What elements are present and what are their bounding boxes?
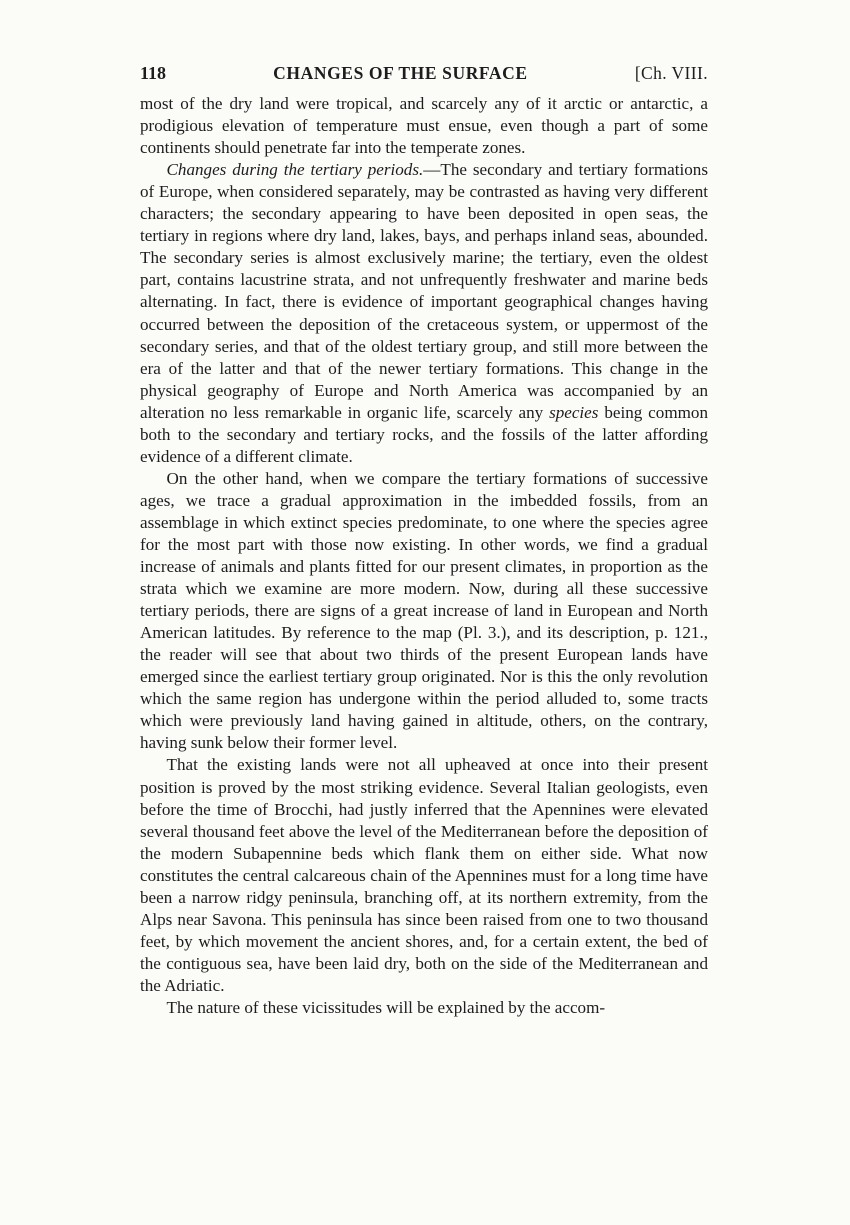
text-run: being common both to the secondary and tertiary rocks, and the fossils of the latter affording evidence of a different climate.	[140, 402, 708, 466]
running-title: CHANGES OF THE SURFACE	[273, 63, 528, 83]
paragraph	[140, 93, 708, 159]
running-header	[140, 62, 708, 84]
text-run: The nature of these vicissitudes will be explained by the accom-	[166, 997, 606, 1017]
paragraph	[140, 468, 708, 755]
italic-text: species	[549, 402, 599, 422]
page-number: 118	[140, 63, 167, 83]
text-run: —The secondary and tertiary formations of Europe, when considered separately, may be contrasted as having very different characters; the secondary appearing to have been deposited in open seas, the tertiary in regions where dry land, lakes, bays, and perhaps inland seas, abounded. The secondary series is almost exclusively marine; the tertiary, even the oldest part, contains lacustrine strata, and not unfrequently freshwater and marine beds alternating. In fact, there is evidence of important geographical changes having occurred between the deposition of the cretaceous system, or uppermost of the secondary series, and that of the oldest tertiary group, and still more between the era of the latter and that of the newer tertiary formations. This change in the physical geography of Europe and North America was accompanied by an alteration no less remarkable in organic life, scarcely any	[140, 160, 708, 422]
text-run: most of the dry land were tropical, and scarcely any of it arctic or antarctic, a prodigious elevation of temperature must ensue, even though a part of some continents should penetrate far into the temperate zones.	[140, 94, 708, 158]
text-run: That the existing lands were not all upheaved at once into their present position is proved by the most striking evidence. Several Italian geologists, even before the time of Brocchi, had justly inferred that the Apennines were elevated several thousand feet above the level of the Mediterranean before the deposition of the modern Subapennine beds which flank them on either side. What now constitutes the central calcareous chain of the Apennines must for a long time have been a narrow ridgy peninsula, branching off, at its northern extremity, from the Alps near Savona. This peninsula has since been raised from one to two thousand feet, by which movement the ancient shores, and, for a certain extent, the bed of the contiguous sea, have been laid dry, both on the side of the Mediterranean and the Adriatic.	[140, 755, 708, 995]
chapter-marker: [Ch. VIII.	[634, 63, 708, 83]
paragraph	[140, 997, 708, 1019]
italic-text: Changes during the tertiary periods.	[166, 160, 424, 180]
paragraph	[140, 159, 708, 468]
text-run: On the other hand, when we compare the tertiary formations of successive ages, we trace a gradual approximation in the imbedded fossils, from an assemblage in which extinct species predominate, to one where the species agree for the most part with those now existing. In other words, we find a gradual increase of animals and plants fitted for our present climates, in proportion as the strata which we examine are more modern. Now, during all these successive tertiary periods, there are signs of a great increase of land in European and North American latitudes. By reference to the map (Pl. 3.), and its description, p. 121., the reader will see that about two thirds of the present European lands have emerged since the earliest tertiary group originated. Nor is this the only revolution which the same region has undergone within the period alluded to, some tracts which were previously land having gained in altitude, others, on the contrary, having sunk below their former level.	[140, 468, 708, 753]
book-page	[140, 62, 708, 1019]
paragraph	[140, 754, 708, 997]
body-text	[140, 93, 708, 1019]
